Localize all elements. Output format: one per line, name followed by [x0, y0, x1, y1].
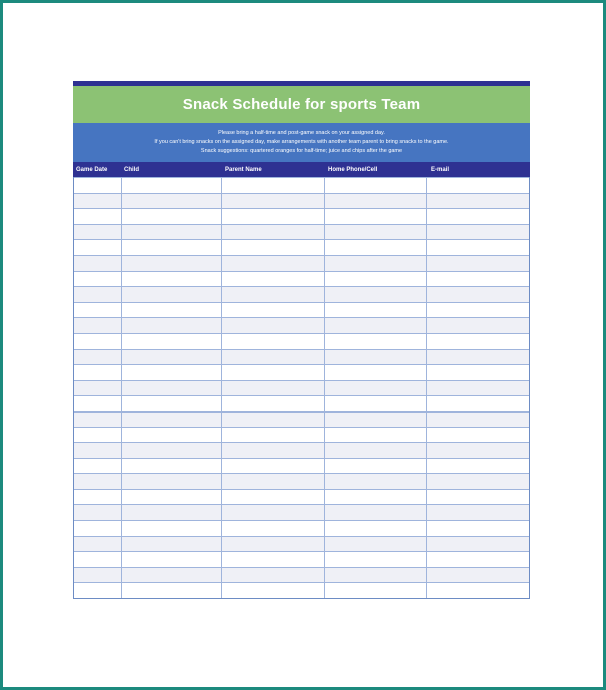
child-cell[interactable] [122, 240, 223, 255]
game-date-cell[interactable] [74, 272, 122, 287]
child-cell[interactable] [122, 443, 223, 458]
table-row [74, 333, 529, 349]
home-phone-cell[interactable] [325, 474, 428, 489]
game-date-cell[interactable] [74, 428, 122, 443]
game-date-cell[interactable] [74, 287, 122, 302]
table-row [74, 442, 529, 458]
email-cell[interactable] [427, 521, 529, 536]
parent-name-cell[interactable] [222, 443, 325, 458]
child-cell[interactable] [122, 272, 223, 287]
child-cell[interactable] [122, 521, 223, 536]
child-cell[interactable] [122, 287, 223, 302]
table-row [74, 504, 529, 520]
home-phone-cell[interactable] [325, 209, 428, 224]
table-header [73, 162, 530, 177]
email-cell[interactable] [427, 303, 529, 318]
child-cell[interactable] [122, 552, 223, 567]
table-row [74, 271, 529, 287]
game-date-cell[interactable] [74, 334, 122, 349]
email-cell[interactable] [427, 474, 529, 489]
email-cell[interactable] [427, 334, 529, 349]
game-date-cell[interactable] [74, 521, 122, 536]
home-phone-cell[interactable] [325, 413, 428, 427]
email-cell[interactable] [427, 537, 529, 552]
parent-name-cell[interactable] [222, 413, 325, 427]
table-row [74, 395, 529, 411]
email-cell[interactable] [427, 194, 529, 209]
parent-name-cell[interactable] [222, 490, 325, 505]
table-row [74, 567, 529, 583]
child-cell[interactable] [122, 194, 223, 209]
table-row [74, 520, 529, 536]
instructions-panel [73, 123, 530, 162]
email-cell[interactable] [427, 381, 529, 396]
column-header-home-phone: Home Phone/Cell [328, 166, 378, 173]
game-date-cell[interactable] [74, 209, 122, 224]
table-row [74, 286, 529, 302]
table-row [74, 208, 529, 224]
home-phone-cell[interactable] [325, 194, 428, 209]
home-phone-cell[interactable] [325, 350, 428, 365]
home-phone-cell[interactable] [325, 428, 428, 443]
parent-name-cell[interactable] [222, 318, 325, 333]
parent-name-cell[interactable] [222, 240, 325, 255]
child-cell[interactable] [122, 396, 223, 411]
parent-name-cell[interactable] [222, 256, 325, 271]
home-phone-cell[interactable] [325, 521, 428, 536]
game-date-cell[interactable] [74, 568, 122, 583]
table-row [74, 411, 529, 427]
game-date-cell[interactable] [74, 194, 122, 209]
child-cell[interactable] [122, 428, 223, 443]
child-cell[interactable] [122, 350, 223, 365]
home-phone-cell[interactable] [325, 443, 428, 458]
child-cell[interactable] [122, 583, 223, 598]
parent-name-cell[interactable] [222, 178, 325, 193]
parent-name-cell[interactable] [222, 396, 325, 411]
home-phone-cell[interactable] [325, 225, 428, 240]
table-row [74, 193, 529, 209]
email-cell[interactable] [427, 413, 529, 427]
home-phone-cell[interactable] [325, 318, 428, 333]
parent-name-cell[interactable] [222, 459, 325, 474]
child-cell[interactable] [122, 178, 223, 193]
parent-name-cell[interactable] [222, 537, 325, 552]
email-cell[interactable] [427, 428, 529, 443]
table-row [74, 380, 529, 396]
game-date-cell[interactable] [74, 537, 122, 552]
column-header-parent-name: Parent Name [225, 166, 262, 173]
title-bar [73, 86, 530, 123]
table-row [74, 551, 529, 567]
table-row [74, 427, 529, 443]
parent-name-cell[interactable] [222, 334, 325, 349]
home-phone-cell[interactable] [325, 256, 428, 271]
parent-name-cell[interactable] [222, 365, 325, 380]
parent-name-cell[interactable] [222, 272, 325, 287]
child-cell[interactable] [122, 459, 223, 474]
child-cell[interactable] [122, 381, 223, 396]
child-cell[interactable] [122, 334, 223, 349]
email-cell[interactable] [427, 318, 529, 333]
child-cell[interactable] [122, 303, 223, 318]
table-row [74, 239, 529, 255]
game-date-cell[interactable] [74, 240, 122, 255]
table-row [74, 364, 529, 380]
parent-name-cell[interactable] [222, 303, 325, 318]
game-date-cell[interactable] [74, 225, 122, 240]
game-date-cell[interactable] [74, 381, 122, 396]
home-phone-cell[interactable] [325, 240, 428, 255]
table-row [74, 582, 529, 598]
game-date-cell[interactable] [74, 350, 122, 365]
home-phone-cell[interactable] [325, 396, 428, 411]
game-date-cell[interactable] [74, 490, 122, 505]
parent-name-cell[interactable] [222, 474, 325, 489]
game-date-cell[interactable] [74, 318, 122, 333]
game-date-cell[interactable] [74, 396, 122, 411]
home-phone-cell[interactable] [325, 178, 428, 193]
column-header-child: Child [124, 166, 139, 173]
email-cell[interactable] [427, 568, 529, 583]
game-date-cell[interactable] [74, 256, 122, 271]
email-cell[interactable] [427, 505, 529, 520]
table-row [74, 536, 529, 552]
home-phone-cell[interactable] [325, 568, 428, 583]
child-cell[interactable] [122, 537, 223, 552]
child-cell[interactable] [122, 209, 223, 224]
email-cell[interactable] [427, 490, 529, 505]
child-cell[interactable] [122, 505, 223, 520]
parent-name-cell[interactable] [222, 552, 325, 567]
parent-name-cell[interactable] [222, 209, 325, 224]
game-date-cell[interactable] [74, 365, 122, 380]
child-cell[interactable] [122, 490, 223, 505]
parent-name-cell[interactable] [222, 194, 325, 209]
column-header-game-date: Game Date [76, 166, 108, 173]
email-cell[interactable] [427, 583, 529, 598]
child-cell[interactable] [122, 318, 223, 333]
table-row [74, 302, 529, 318]
parent-name-cell[interactable] [222, 583, 325, 598]
child-cell[interactable] [122, 474, 223, 489]
game-date-cell[interactable] [74, 459, 122, 474]
table-row [74, 489, 529, 505]
game-date-cell[interactable] [74, 443, 122, 458]
game-date-cell[interactable] [74, 552, 122, 567]
parent-name-cell[interactable] [222, 428, 325, 443]
parent-name-cell[interactable] [222, 350, 325, 365]
column-header-email: E-mail [431, 166, 450, 173]
home-phone-cell[interactable] [325, 537, 428, 552]
game-date-cell[interactable] [74, 583, 122, 598]
home-phone-cell[interactable] [325, 303, 428, 318]
table-row [74, 255, 529, 271]
game-date-cell[interactable] [74, 178, 122, 193]
instruction-line-3: Snack suggestions: quartered oranges for half-time; juice and chips after the game [200, 148, 403, 154]
home-phone-cell[interactable] [325, 459, 428, 474]
game-date-cell[interactable] [74, 474, 122, 489]
email-cell[interactable] [427, 225, 529, 240]
home-phone-cell[interactable] [325, 552, 428, 567]
email-cell[interactable] [427, 287, 529, 302]
home-phone-cell[interactable] [325, 381, 428, 396]
table-row [74, 473, 529, 489]
email-cell[interactable] [427, 350, 529, 365]
parent-name-cell[interactable] [222, 521, 325, 536]
parent-name-cell[interactable] [222, 505, 325, 520]
home-phone-cell[interactable] [325, 365, 428, 380]
parent-name-cell[interactable] [222, 381, 325, 396]
snack-schedule-sheet [73, 81, 530, 599]
child-cell[interactable] [122, 365, 223, 380]
table-row [74, 349, 529, 365]
table-row [74, 317, 529, 333]
email-cell[interactable] [427, 272, 529, 287]
parent-name-cell[interactable] [222, 568, 325, 583]
email-cell[interactable] [427, 209, 529, 224]
game-date-cell[interactable] [74, 413, 122, 427]
email-cell[interactable] [427, 552, 529, 567]
child-cell[interactable] [122, 256, 223, 271]
home-phone-cell[interactable] [325, 287, 428, 302]
home-phone-cell[interactable] [325, 505, 428, 520]
table-row [74, 177, 529, 193]
email-cell[interactable] [427, 365, 529, 380]
page-title: Snack Schedule for sports Team [182, 96, 421, 113]
home-phone-cell[interactable] [325, 583, 428, 598]
child-cell[interactable] [122, 413, 223, 427]
instruction-line-1: Please bring a half-time and post-game snack on your assigned day. [218, 130, 385, 136]
game-date-cell[interactable] [74, 505, 122, 520]
email-cell[interactable] [427, 256, 529, 271]
game-date-cell[interactable] [74, 303, 122, 318]
child-cell[interactable] [122, 225, 223, 240]
email-cell[interactable] [427, 178, 529, 193]
email-cell[interactable] [427, 240, 529, 255]
home-phone-cell[interactable] [325, 334, 428, 349]
instruction-line-2: If you can't bring snacks on the assigned day, make arrangements with another team parent to bring snacks to the game. [154, 139, 449, 145]
child-cell[interactable] [122, 568, 223, 583]
home-phone-cell[interactable] [325, 490, 428, 505]
parent-name-cell[interactable] [222, 225, 325, 240]
home-phone-cell[interactable] [325, 272, 428, 287]
email-cell[interactable] [427, 443, 529, 458]
email-cell[interactable] [427, 459, 529, 474]
parent-name-cell[interactable] [222, 287, 325, 302]
table-row [74, 458, 529, 474]
table-row [74, 224, 529, 240]
email-cell[interactable] [427, 396, 529, 411]
schedule-table-body [73, 177, 530, 599]
